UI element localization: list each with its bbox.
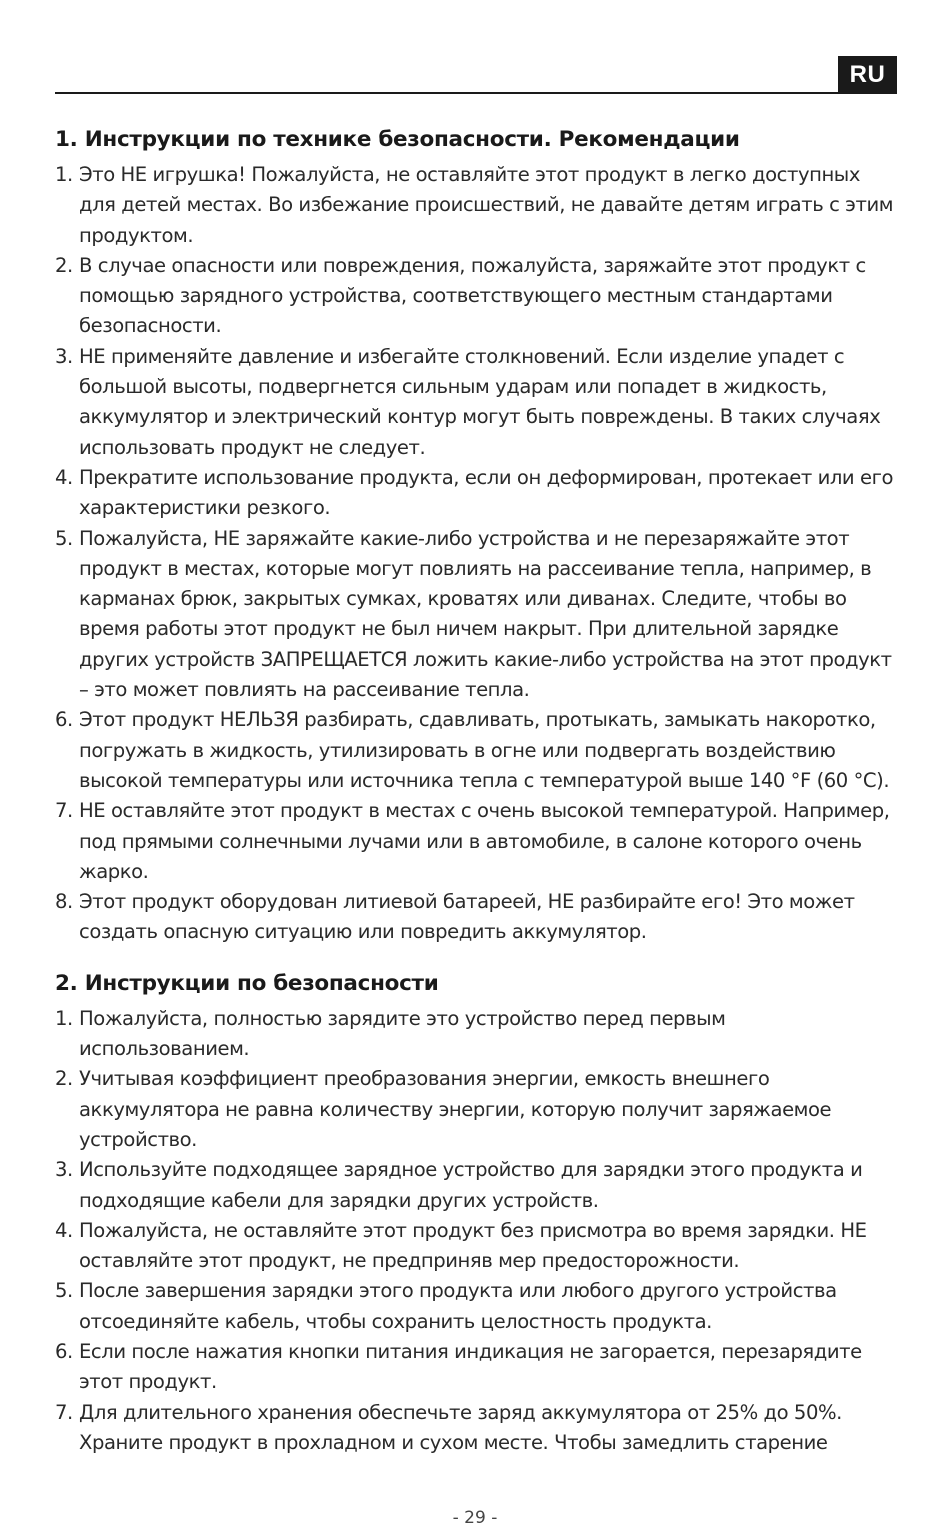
safety-instructions-list xyxy=(55,1004,900,1458)
item-text: НЕ применяйте давление и избегайте столкновений. Если изделие упадет с большой высоты, подвергнется сильным ударам или попадет в жидкость, аккумулятор и электрический контур могут быть повреждены. В таких случаях использовать продукт не следует. xyxy=(79,344,881,459)
list-item xyxy=(55,251,900,342)
language-badge: RU xyxy=(838,56,897,94)
item-number: 5. xyxy=(55,526,73,550)
item-number: 3. xyxy=(55,1158,73,1182)
list-item xyxy=(55,1337,900,1398)
item-number: 7. xyxy=(55,1400,73,1424)
item-number: 2. xyxy=(55,1067,73,1091)
section-title-safety-instructions: 2. Инструкции по безопасности xyxy=(55,970,439,996)
page-content xyxy=(55,124,900,1458)
item-number: 6. xyxy=(55,708,73,732)
item-text: Учитывая коэффициент преобразования энергии, емкость внешнего аккумулятора не равна количеству энергии, которую получит заряжаемое устройство. xyxy=(79,1067,832,1151)
item-text: Этот продукт НЕЛЬЗЯ разбирать, сдавливать, протыкать, замыкать накоротко, погружать в жидкость, утилизировать в огне или подвергать воздействию высокой температуры или источника тепла с температурой выше 140 °F (60 °C). xyxy=(79,708,890,792)
list-item xyxy=(55,1155,900,1216)
list-item xyxy=(55,1064,900,1155)
item-text: Пожалуйста, полностью зарядите это устройство перед первым использованием. xyxy=(79,1006,726,1061)
item-text: НЕ оставляйте этот продукт в местах с очень высокой температурой. Например, под прямыми солнечными лучами или в автомобиле, в салоне которого очень жарко. xyxy=(79,799,890,883)
item-text: Это НЕ игрушка! Пожалуйста, не оставляйте этот продукт в легко доступных для детей местах. Во избежание происшествий, не давайте детям играть с этим продуктом. xyxy=(79,163,894,247)
list-item xyxy=(55,705,900,796)
item-text: Прекратите использование продукта, если он деформирован, протекает или его характеристики резкого. xyxy=(79,465,893,520)
item-text: Для длительного хранения обеспечьте заряд аккумулятора от 25% до 50%. Храните продукт в прохладном и сухом месте. Чтобы замедлить старение xyxy=(79,1400,842,1454)
list-item xyxy=(55,463,900,524)
safety-recommendations-list xyxy=(55,160,900,948)
item-text: Пожалуйста, НЕ заряжайте какие-либо устройства и не перезаряжайте этот продукт в местах, которые могут повлиять на рассеивание тепла, например, в карманах брюк, закрытых сумках, кроватях или диванах. Следите, чтобы во время работы этот продукт не был ничем накрыт. При длительной зарядке других устройств ЗАПРЕЩАЕТСЯ ложить какие-либо устройства на этот продукт – это может повлиять на рассеивание тепла. xyxy=(79,526,892,702)
item-text: После завершения зарядки этого продукта или любого другого устройства отсоединяйте кабель, чтобы сохранить целостность продукта. xyxy=(79,1279,837,1333)
item-text: Если после нажатия кнопки питания индикация не загорается, перезарядите этот продукт. xyxy=(79,1339,862,1394)
page-number: - 29 - xyxy=(452,1508,498,1528)
item-number: 1. xyxy=(55,163,73,186)
header-rule xyxy=(55,92,897,94)
list-item xyxy=(55,1398,900,1459)
item-number: 4. xyxy=(55,1218,73,1242)
list-item xyxy=(55,524,900,706)
item-number: 4. xyxy=(55,465,73,489)
item-number: 2. xyxy=(55,253,73,277)
list-item xyxy=(55,1004,900,1065)
item-number: 6. xyxy=(55,1339,73,1363)
list-item xyxy=(55,342,900,463)
item-text: Используйте подходящее зарядное устройство для зарядки этого продукта и подходящие кабели для зарядки других устройств. xyxy=(79,1158,863,1212)
list-item xyxy=(55,1216,900,1277)
item-text: Пожалуйста, не оставляйте этот продукт без присмотра во время зарядки. НЕ оставляйте этот продукт, не предприняв мер предосторожности. xyxy=(79,1218,867,1273)
item-text: Этот продукт оборудован литиевой батареей, НЕ разбирайте его! Это может создать опасную ситуацию или повредить аккумулятор. xyxy=(79,890,855,944)
item-text: В случае опасности или повреждения, пожалуйста, заряжайте этот продукт с помощью зарядного устройства, соответствующего местным стандартами безопасности. xyxy=(79,253,866,338)
item-number: 3. xyxy=(55,344,73,368)
list-item xyxy=(55,796,900,887)
item-number: 5. xyxy=(55,1279,73,1303)
list-item xyxy=(55,1276,900,1337)
item-number: 7. xyxy=(55,799,73,823)
item-number: 1. xyxy=(55,1006,73,1030)
item-number: 8. xyxy=(55,890,73,914)
list-item xyxy=(55,160,900,251)
list-item xyxy=(55,887,900,948)
section-title-safety-recommendations: 1. Инструкции по технике безопасности. Рекомендации xyxy=(55,127,740,152)
